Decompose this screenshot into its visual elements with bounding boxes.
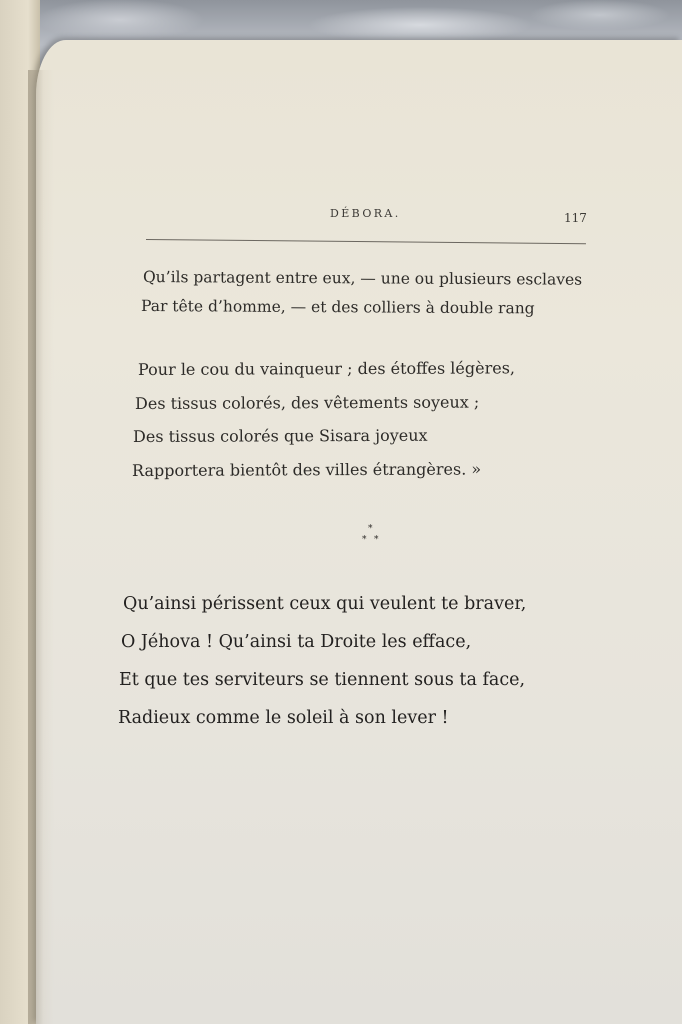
separator-star: * (374, 535, 379, 545)
verse-line: Des tissus colorés, des vêtements soyeux ; (134, 392, 480, 413)
verse-line: Qu’ainsi périssent ceux qui veulent te braver, (123, 594, 527, 614)
verse-line: Des tissus colorés que Sisara joyeux (132, 425, 428, 446)
book-gutter-shadow (28, 70, 54, 1024)
book-page (36, 40, 682, 1024)
separator-star: * (362, 535, 367, 545)
verse-line: Radieux comme le soleil à son lever ! (118, 708, 449, 728)
verse-line: Et que tes serviteurs se tiennent sous ta face, (119, 670, 526, 690)
section-separator (360, 525, 384, 549)
verse-line: Rapportera bientôt des villes étrangères. » (131, 459, 482, 480)
separator-star: * (368, 524, 373, 534)
verse-line: O Jéhova ! Qu’ainsi ta Droite les efface, (121, 632, 472, 652)
verse-line: Par tête d’homme, — et des colliers à double rang (140, 297, 535, 318)
verse-line: Qu’ils partagent entre eux, — une ou plusieurs esclaves (142, 268, 583, 289)
running-title: DÉBORA. (330, 207, 401, 220)
page-number: 117 (564, 211, 587, 225)
verse-line: Pour le cou du vainqueur ; des étoffes légères, (137, 358, 516, 379)
